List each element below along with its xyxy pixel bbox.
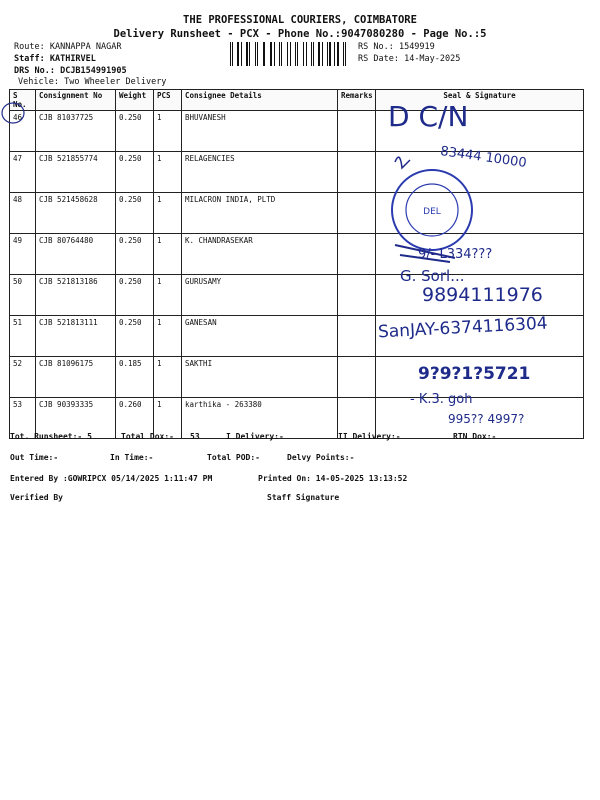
signature-row49: 9/- L334??? (418, 247, 493, 262)
weight-cell: 0.250 (116, 111, 154, 152)
verified-by: Verified By (10, 493, 63, 502)
consignee-cell: SAKTHI (182, 357, 338, 398)
vehicle-value: Two Wheeler Delivery (64, 77, 167, 87)
runsheet-subtitle: Delivery Runsheet - PCX - Phone No.:9047080280 - Page No.:5 (113, 28, 487, 40)
rs-no-value: 1549919 (398, 42, 435, 52)
sno-cell: 46 (10, 111, 36, 152)
circle-mark (2, 103, 24, 123)
consignee-cell: karthika - 263380 (182, 398, 338, 439)
staff-signature: Staff Signature (267, 493, 340, 502)
col-consignment: Consignment No (36, 90, 116, 111)
pcs-cell: 1 (154, 193, 182, 234)
total-dox-label: Total Dox:- (121, 432, 174, 441)
col-pcs: PCS (154, 90, 182, 111)
rs-no-label: RS No.: (358, 42, 394, 52)
drs-value: DCJB154991905 (60, 66, 127, 76)
consignment-cell: CJB 521458628 (36, 193, 116, 234)
route-label: Route: (14, 42, 45, 52)
svg-text:DEL: DEL (423, 207, 441, 217)
tot-runsheet: Tot. Runsheet:- 5 (10, 432, 92, 441)
sno-cell: 49 (10, 234, 36, 275)
weight-cell: 0.250 (116, 234, 154, 275)
signature-row53b: 995?? 4997? (448, 412, 525, 426)
weight-cell: 0.185 (116, 357, 154, 398)
sno-cell: 53 (10, 398, 36, 439)
signature-row46: D C/N (388, 100, 469, 133)
consignee-cell: BHUVANESH (182, 111, 338, 152)
vehicle-label: Vehicle: (18, 77, 59, 87)
company-title: THE PROFESSIONAL COURIERS, COIMBATORE (183, 14, 417, 26)
rtn-dox: RTN Dox:- (453, 432, 497, 441)
weight-cell: 0.250 (116, 316, 154, 357)
consignment-cell: CJB 81096175 (36, 357, 116, 398)
weight-cell: 0.250 (116, 275, 154, 316)
printed-on: Printed On: 14-05-2025 13:13:52 (258, 474, 408, 483)
sno-cell: 51 (10, 316, 36, 357)
consignment-cell: CJB 80764480 (36, 234, 116, 275)
pcs-cell: 1 (154, 398, 182, 439)
consignment-cell: CJB 521813186 (36, 275, 116, 316)
in-time: In Time:- (110, 453, 154, 462)
total-pod: Total POD:- (207, 453, 260, 462)
route-value: KANNAPPA NAGAR (49, 42, 122, 52)
company-stamp (392, 170, 472, 250)
signature-row47: 83444 10000 (439, 144, 528, 171)
pcs-cell: 1 (154, 316, 182, 357)
ii-delivery: II Delivery:- (338, 432, 401, 441)
weight-cell: 0.260 (116, 398, 154, 439)
col-seal-signature: Seal & Signature (376, 90, 584, 111)
drs-label: DRS No.: (14, 66, 55, 76)
signature-row50b: 9894111976 (422, 284, 543, 306)
entered-by: Entered By :GOWRIPCX 05/14/2025 1:11:47 PM (10, 474, 213, 483)
consignment-cell: CJB 90393335 (36, 398, 116, 439)
out-time: Out Time:- (10, 453, 59, 462)
delvy-points: Delvy Points:- (287, 453, 355, 462)
pcs-cell: 1 (154, 152, 182, 193)
consignee-cell: RELAGENCIES (182, 152, 338, 193)
pcs-cell: 1 (154, 357, 182, 398)
consignment-cell: CJB 521855774 (36, 152, 116, 193)
col-consignee: Consignee Details (182, 90, 338, 111)
consignee-cell: MILACRON INDIA, PLTD (182, 193, 338, 234)
staff-label: Staff: (14, 54, 45, 64)
total-dox-value: 53 (190, 432, 200, 441)
staff-value: KATHIRVEL (49, 54, 96, 64)
pcs-cell: 1 (154, 111, 182, 152)
consignment-cell: CJB 81037725 (36, 111, 116, 152)
signature-row50a: G. Sorl... (400, 267, 465, 285)
pcs-cell: 1 (154, 234, 182, 275)
consignee-cell: K. CHANDRASEKAR (182, 234, 338, 275)
rs-date-label: RS Date: (358, 54, 399, 64)
col-sno: S No. (10, 90, 36, 111)
signature-row53a: - K.3. goh (410, 392, 473, 407)
sno-cell: 52 (10, 357, 36, 398)
consignee-cell: GANESAN (182, 316, 338, 357)
consignment-cell: CJB 521813111 (36, 316, 116, 357)
col-weight: Weight (116, 90, 154, 111)
consignee-cell: GURUSAMY (182, 275, 338, 316)
weight-cell: 0.250 (116, 193, 154, 234)
pcs-cell: 1 (154, 275, 182, 316)
col-remarks: Remarks (338, 90, 376, 111)
rs-date-value: 14-May-2025 (404, 54, 461, 64)
weight-cell: 0.250 (116, 152, 154, 193)
signature-row52: 9?9?1?5721 (418, 364, 531, 384)
sno-cell: 50 (10, 275, 36, 316)
i-delivery: I Delivery:- (226, 432, 284, 441)
sno-cell: 48 (10, 193, 36, 234)
sno-cell: 47 (10, 152, 36, 193)
signature-row51: SanJAY-6374116304 (377, 313, 549, 343)
